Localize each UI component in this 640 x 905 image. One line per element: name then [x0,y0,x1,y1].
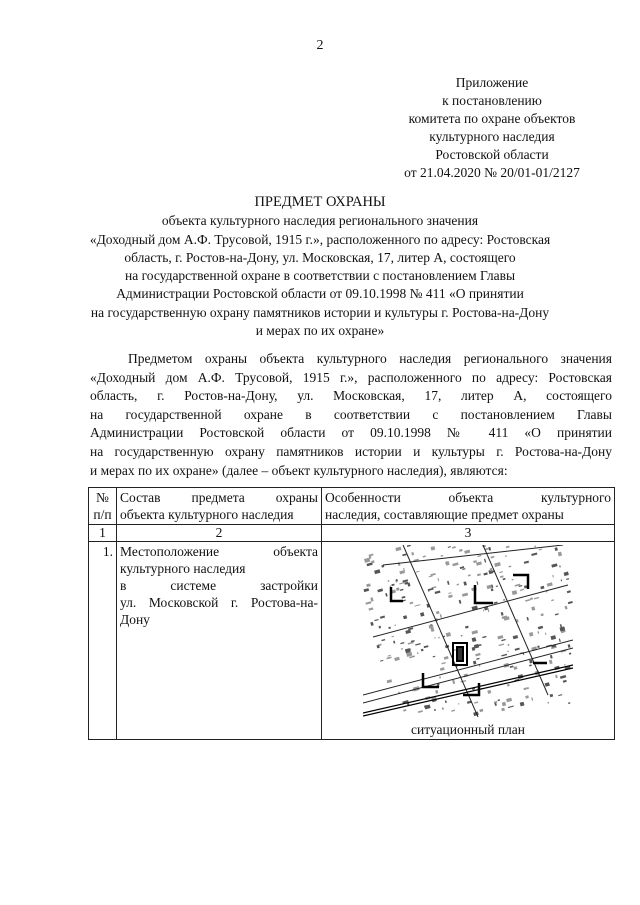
row-composition [117,542,322,740]
row-number: 1. [89,542,117,740]
composition-line: в системе застройки [120,578,318,593]
body-paragraph [90,350,612,480]
body-line: область, г. Ростов-на-Дону, ул. Московская, 17, литер А, состоящего [90,388,612,404]
document-title [80,193,560,340]
header-composition [117,488,322,525]
situation-plan-caption: ситуационный план [411,722,525,737]
header-features-line: наследия, составляющие предмет охраны [325,507,564,522]
index-cell: 3 [322,525,615,542]
index-cell: 2 [117,525,322,542]
table-header-row [89,488,615,525]
title-line: область, г. Ростов-на-Дону, ул. Московская, 17, литер А, состоящего [124,249,516,265]
table-index-row [89,525,615,542]
situation-plan-map [363,545,573,738]
composition-line: ул. Московской г. Ростова-на- [120,595,318,610]
title-line: Администрации Ростовской области от 09.10.1998 № 411 «О принятии [116,286,524,302]
situation-plan-image [363,545,573,717]
header-number-line: № [96,490,109,505]
annex-line: Ростовской области [435,147,549,162]
header-composition-line: Состав предмета охраны [120,490,318,505]
header-features-line: Особенности объекта культурного [325,490,611,505]
body-line: «Доходный дом А.Ф. Трусовой, 1915 г.», расположенного по адресу: Ростовская [90,369,612,385]
title-line: и мерах по их охране» [255,323,385,339]
annex-line: к постановлению [442,93,542,108]
annex-line: комитета по охране объектов [408,111,576,126]
title-line: объекта культурного наследия регионального значения [161,213,479,229]
annex-block [372,74,612,182]
header-number [89,488,117,525]
composition-line: Дону [120,612,150,627]
annex-line: Приложение [455,75,529,90]
title-heading: ПРЕДМЕТ ОХРАНЫ [254,194,386,210]
composition-line: культурного наследия [120,561,246,576]
composition-line: Местоположение объекта [120,544,318,559]
title-line: на государственной охране в соответствии с постановлением Главы [124,268,516,284]
protection-table [88,487,615,740]
body-line: Администрации Ростовской области от 09.10.1998 № 411 «О принятии [90,425,612,441]
body-line: Предметом охраны объекта культурного наследия регионального значения [128,351,612,366]
header-number-line: п/п [93,507,112,522]
title-line: «Доходный дом А.Ф. Трусовой, 1915 г.», расположенного по адресу: Ростовская [89,231,551,247]
body-line: на государственной охране в соответствии с постановлением Главы [90,406,612,422]
table-row [89,542,615,740]
annex-line: культурного наследия [429,129,555,144]
header-composition-line: объекта культурного наследия [120,507,294,522]
index-cell: 1 [89,525,117,542]
header-features [322,488,615,525]
annex-line: от 21.04.2020 № 20/01-01/2127 [404,165,580,180]
body-line: на государственную охрану памятников истории и культуры г. Ростова-на-Дону [90,443,612,459]
title-line: на государственную охрану памятников истории и культуры г. Ростова-на-Дону [90,304,550,320]
page-number: 2 [316,38,324,53]
row-features [322,542,615,740]
body-line: и мерах по их охране» (далее – объект культурного наследия), являются: [90,462,508,478]
